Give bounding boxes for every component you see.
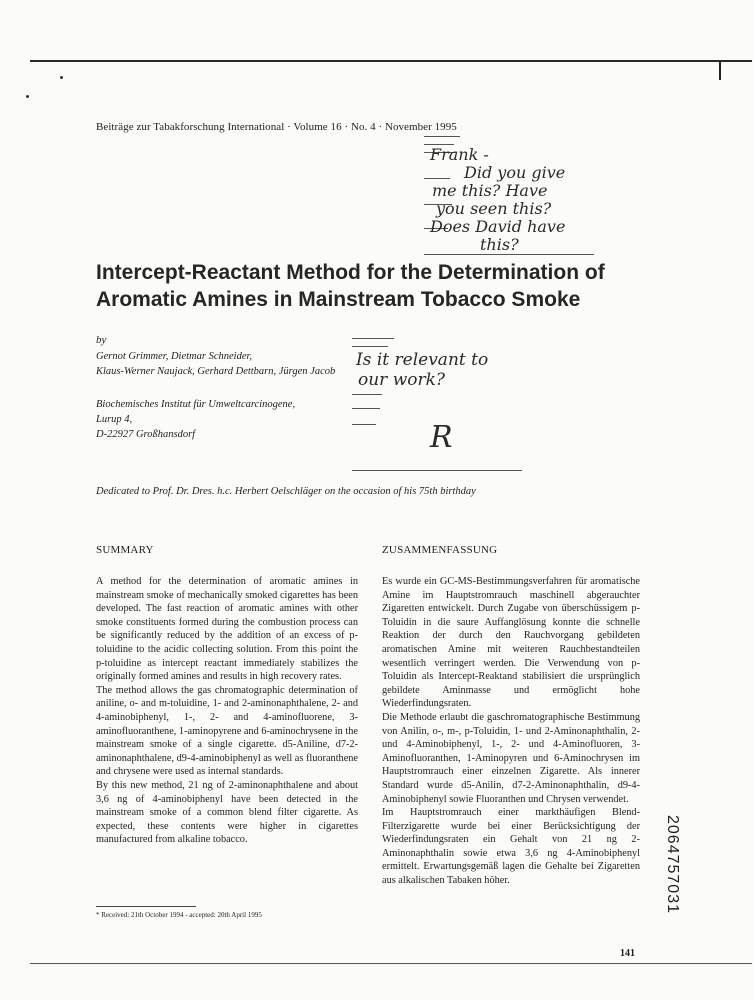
note-rule — [352, 394, 382, 395]
zusammenfassung-paragraph: Es wurde ein GC-MS-Bestimmungsverfahren für aromatische Amine im Hauptstromrauch maschinell abgerauchter Zigaretten entwickelt. Durch Zugabe von überschüssigem p-Toluidin in die saure Auffanglösung konnte die schnelle Reaktion der durch den Rauchvorgang gebildeten aromatischen Amine mit weiteren Rauchbestandteilen wesentlich verringert werden. Die Verwendung von p-Toluidin als Intercept-Reaktand stabilisiert die ursprünglich gebildete Aminmasse und ermöglicht hohe Wiederfindungsraten. — [382, 576, 640, 710]
note-line: me this? Have — [432, 181, 548, 200]
dedication: Dedicated to Prof. Dr. Dres. h.c. Herbert Oelschläger on the occasion of his 75th birthday — [96, 486, 476, 497]
note-rule — [352, 338, 394, 339]
title-line: Aromatic Amines in Mainstream Tobacco Smoke — [96, 288, 581, 311]
note-rule — [352, 470, 522, 471]
footnote: * Received: 21th October 1994 - accepted: 20th April 1995 — [96, 911, 262, 919]
note-2-text — [356, 350, 488, 390]
zusammenfassung-paragraph: Im Hauptstromrauch einer markthäufigen Blend-Filterzigarette wurde bei einer Berücksichtigung der Wiederfindungsraten ein Gehalt von 21 ng 2-Aminonaphthalin sowie etwa 3,6 ng 4-Aminobiphenyl ermittelt. Erwartungsgemäß lagen die Gehalte bei Zigaretten aus alkalischen Tabaken höher. — [382, 807, 640, 887]
note-rule — [352, 424, 376, 425]
note-line: Did you give — [464, 163, 566, 182]
zusammenfassung-paragraph: Die Methode erlaubt die gaschromatographische Bestimmung von Anilin, o-, m-, p-Toluidin, 1- und 2-Aminonaphthalin, 2- und 4-Aminobiphenyl, 1-, 2- und 4-Aminofluoren, 3-Aminofluoranthen, 1-Aminopyren und 6-Aminochrysen im Hauptstromrauch einer einzelnen Zigarette. Als innerer Standard wurde d5-Anilin, d7-2-Aminonaphthalin, d9-4-Aminobiphenyl sowie Fluoranthen und Chrysen verwendet. — [382, 711, 640, 805]
by-label: by — [96, 334, 107, 346]
footnote-rule — [96, 906, 196, 907]
note-rule — [424, 136, 460, 137]
note-rule — [352, 408, 380, 409]
summary-paragraph: By this new method, 21 ng of 2-aminonaphthalene and about 3,6 ng of 4-aminobiphenyl have been detected in the mainstream smoke of a common blend filter cigarette. As expected, these contents were higher in cigarettes manufactured from alkaline tobacco. — [96, 779, 358, 846]
note-line: Is it relevant to — [356, 350, 489, 370]
institution-line: Biochemisches Institut für Umweltcarcinogene, — [96, 399, 296, 410]
note-line: Does David have — [430, 217, 566, 236]
article-title — [96, 259, 656, 313]
institution-line: D-22927 Großhansdorf — [96, 429, 196, 440]
note-rule — [424, 254, 594, 255]
note-line: this? — [480, 235, 519, 254]
document-id: 2064757031 — [664, 815, 681, 914]
note-line: you seen this? — [436, 199, 552, 218]
title-line: Intercept-Reactant Method for the Determination of — [96, 261, 605, 284]
note-rule — [352, 346, 388, 347]
page-number: 141 — [620, 948, 635, 959]
handwritten-note-2 — [352, 338, 522, 473]
note-line: Frank - — [430, 145, 489, 164]
author-line: Klaus-Werner Naujack, Gerhard Dettbarn, Jürgen Jacob — [96, 366, 336, 377]
author-line: Gernot Grimmer, Dietmar Schneider, — [96, 351, 253, 362]
bottom-rule — [30, 963, 752, 964]
speck — [60, 76, 63, 79]
journal-header: Beiträge zur Tabakforschung International · Volume 16 · No. 4 · November 1995 — [96, 121, 457, 133]
authors — [96, 349, 335, 379]
edge-mark — [719, 62, 721, 80]
zusammenfassung-heading: ZUSAMMENFASSUNG — [382, 544, 498, 556]
summary-paragraph: The method allows the gas chromatographic determination of aniline, o- and m-toluidine, 1- and 2-aminonaphthalene, 2- and 4-aminobiphenyl, 1-, 2- and 4-aminofluorene, 3-aminofluoranthene, 1-aminopyrene and 6-aminochrysene in the mainstream smoke of a single cigarette. d5-Aniline, d7-2-aminonaphthalene, d9-4-aminobiphenyl as well as fluoranthene and chrysene were used as internal standards. — [96, 684, 358, 778]
note-1-text — [430, 146, 565, 254]
speck — [26, 95, 29, 98]
institution-line: Lurup 4, — [96, 414, 133, 425]
top-rule — [30, 60, 752, 62]
summary-body — [96, 575, 358, 847]
note-line: our work? — [358, 370, 446, 390]
summary-heading: SUMMARY — [96, 544, 154, 556]
institution — [96, 397, 295, 442]
initial-mark: R — [430, 420, 453, 455]
summary-paragraph: A method for the determination of aromatic amines in mainstream smoke of mechanically smoked cigarettes has been developed. The fast reaction of aromatic amines with other smoke constituents formed during the combustion process can be significantly reduced by the addition of an excess of p-toluidine to the acidic collecting solution. From this point the p-toluidine as intercept reactant immediately stabilizes the originally formed amines and results in high recovery rates. — [96, 576, 358, 683]
zusammenfassung-body — [382, 575, 640, 888]
handwritten-note-1 — [424, 132, 604, 257]
